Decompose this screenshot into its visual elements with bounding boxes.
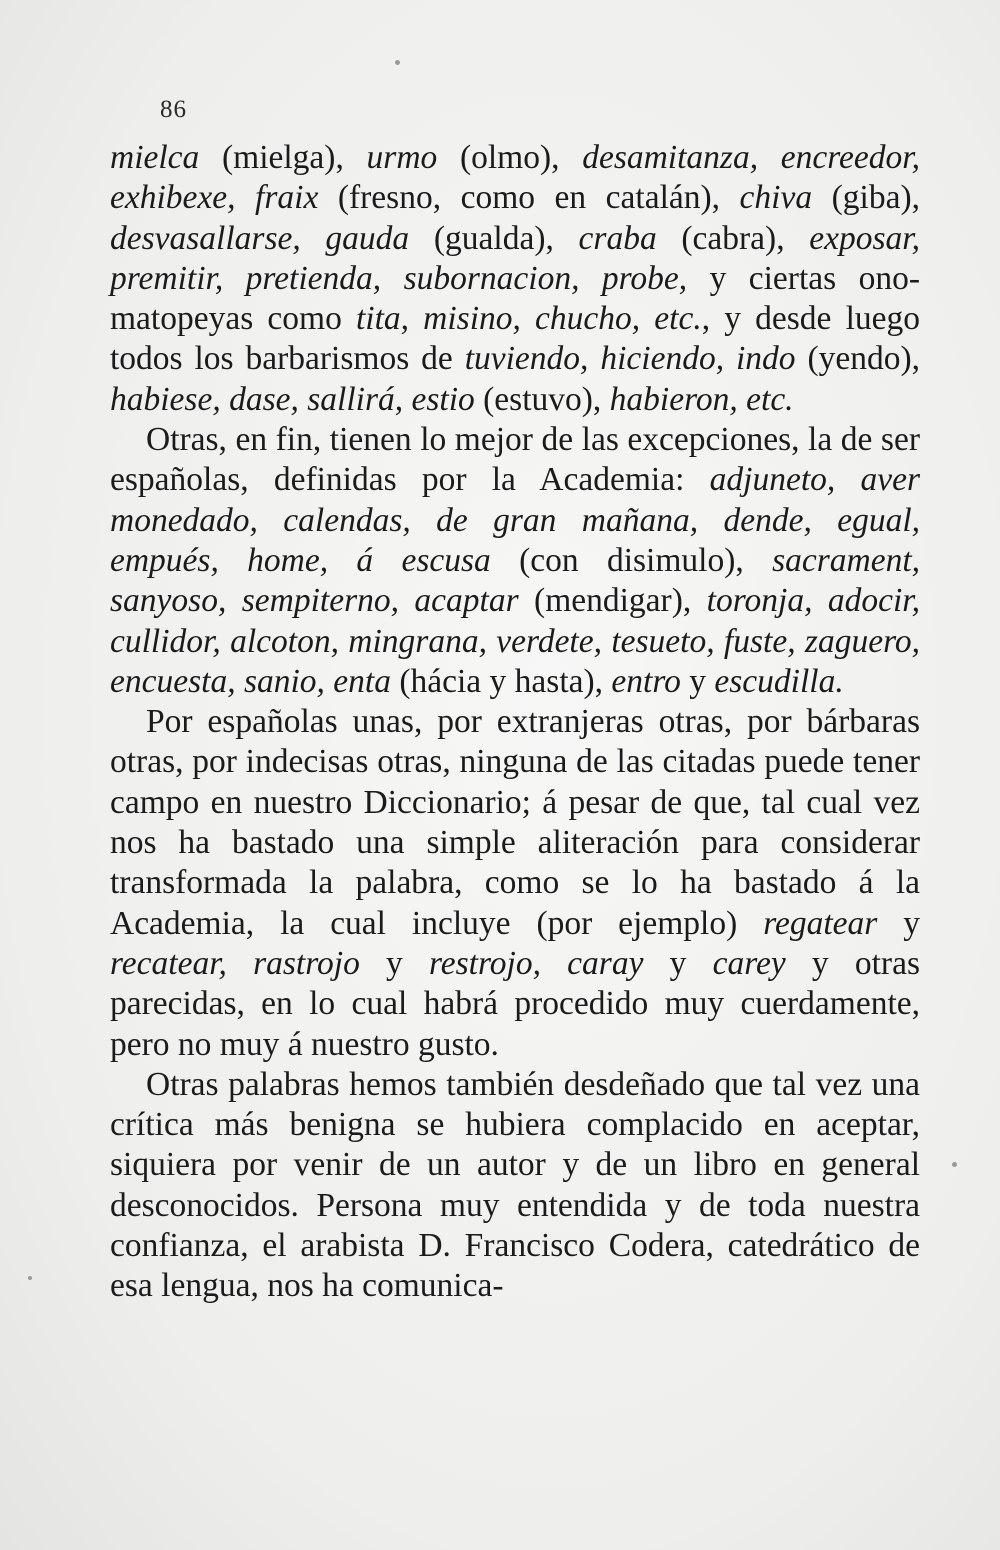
text-run: (yendo), — [795, 340, 921, 378]
paragraph — [110, 1065, 920, 1307]
paper-speck — [395, 60, 400, 65]
text-run: y otras parecidas, en lo cual habrá procedido muy cuerdamente, pero no muy á nuestro gusto. — [110, 944, 920, 1063]
text-run: (gualda), — [409, 219, 579, 257]
text-run: (mendigar), — [518, 582, 707, 620]
text-run: Otras, en fin, tienen lo mejor de las excepciones, la de ser españolas, definidas por la Academia: — [110, 421, 920, 499]
italic-term: restrojo, caray — [428, 944, 644, 982]
italic-term: carey — [712, 944, 786, 982]
paragraph — [110, 702, 920, 1065]
text-run: (fresno, como en catalán), — [318, 179, 740, 217]
text-run: y — [643, 944, 713, 982]
text-run: y ciertas onomatopeyas como — [110, 259, 920, 338]
text-run: , y desde luego todos los barbarismos de — [110, 300, 920, 378]
paper-speck — [28, 1276, 32, 1280]
italic-term: desvasallarse, gauda — [110, 219, 410, 257]
italic-term: regatear — [763, 904, 878, 942]
text-run: (olmo), — [437, 139, 583, 176]
italic-term: toronja, adocir, cullidor, alcoton, mingrana, verdete, tesueto, fuste, zaguero, encuesta, sanio, enta — [110, 582, 920, 700]
text-run: (giba), — [812, 179, 920, 217]
italic-term: escudilla. — [714, 662, 844, 700]
italic-term: desamitanza, encreedor, exhibexe, fraix — [110, 139, 920, 217]
italic-term: habiese, dase, sallirá, estio — [110, 380, 475, 418]
paper-speck — [952, 1162, 957, 1167]
italic-term: entro — [611, 662, 681, 700]
text-run: y — [877, 904, 921, 942]
page-number: 86 — [160, 96, 187, 123]
italic-term: urmo — [366, 139, 438, 176]
text-run: (cabra), — [656, 219, 810, 257]
text-run: y — [680, 662, 715, 700]
text-run: (mielga), — [199, 139, 367, 176]
paragraph — [110, 420, 920, 702]
italic-term: chiva — [739, 179, 813, 217]
body-text — [110, 138, 920, 1307]
italic-term: recatear, rastrojo — [110, 944, 360, 982]
text-run: (estuvo), — [474, 380, 610, 418]
text-run: Otras palabras hemos también desdeñado que tal vez una crítica más benigna se hubiera complacido en aceptar, siquiera por venir de un autor y de un libro en general desconocidos. Persona muy entendida y de toda nuestra confianza, el arabista D. Francisco Codera, catedrático de esa lengua, nos ha comunica- — [110, 1065, 920, 1305]
italic-term: craba — [578, 219, 657, 257]
italic-term: exposar, premitir, pretienda, subornacion, probe, — [110, 219, 921, 297]
italic-term: adjuneto, aver monedado, calendas, de gran mañana, dende, egual, empués, home, á escusa — [110, 461, 921, 579]
italic-term: sacrament, sanyoso, sempiterno, acaptar — [110, 541, 921, 620]
italic-term: tuviendo, hiciendo, indo — [464, 340, 796, 378]
text-run: Por españolas unas, por extranjeras otras, por bárbaras otras, por indecisas otras, ninguna de las citadas puede tener campo en nuestro Diccionario; á pesar de que, tal cual vez nos ha bastado una simple aliteración para considerar transformada la palabra, como se lo ha bastado á la Academia, la cual incluye (por ejemplo) — [110, 703, 920, 942]
text-run: (hácia y hasta), — [390, 662, 612, 700]
paragraph — [110, 138, 920, 420]
text-run: y — [359, 944, 429, 982]
italic-term: mielca — [110, 139, 200, 176]
text-run: (con disimulo), — [490, 541, 773, 579]
italic-term: habieron, etc. — [609, 380, 794, 418]
italic-term: tita, misino, chucho, etc. — [355, 300, 702, 338]
